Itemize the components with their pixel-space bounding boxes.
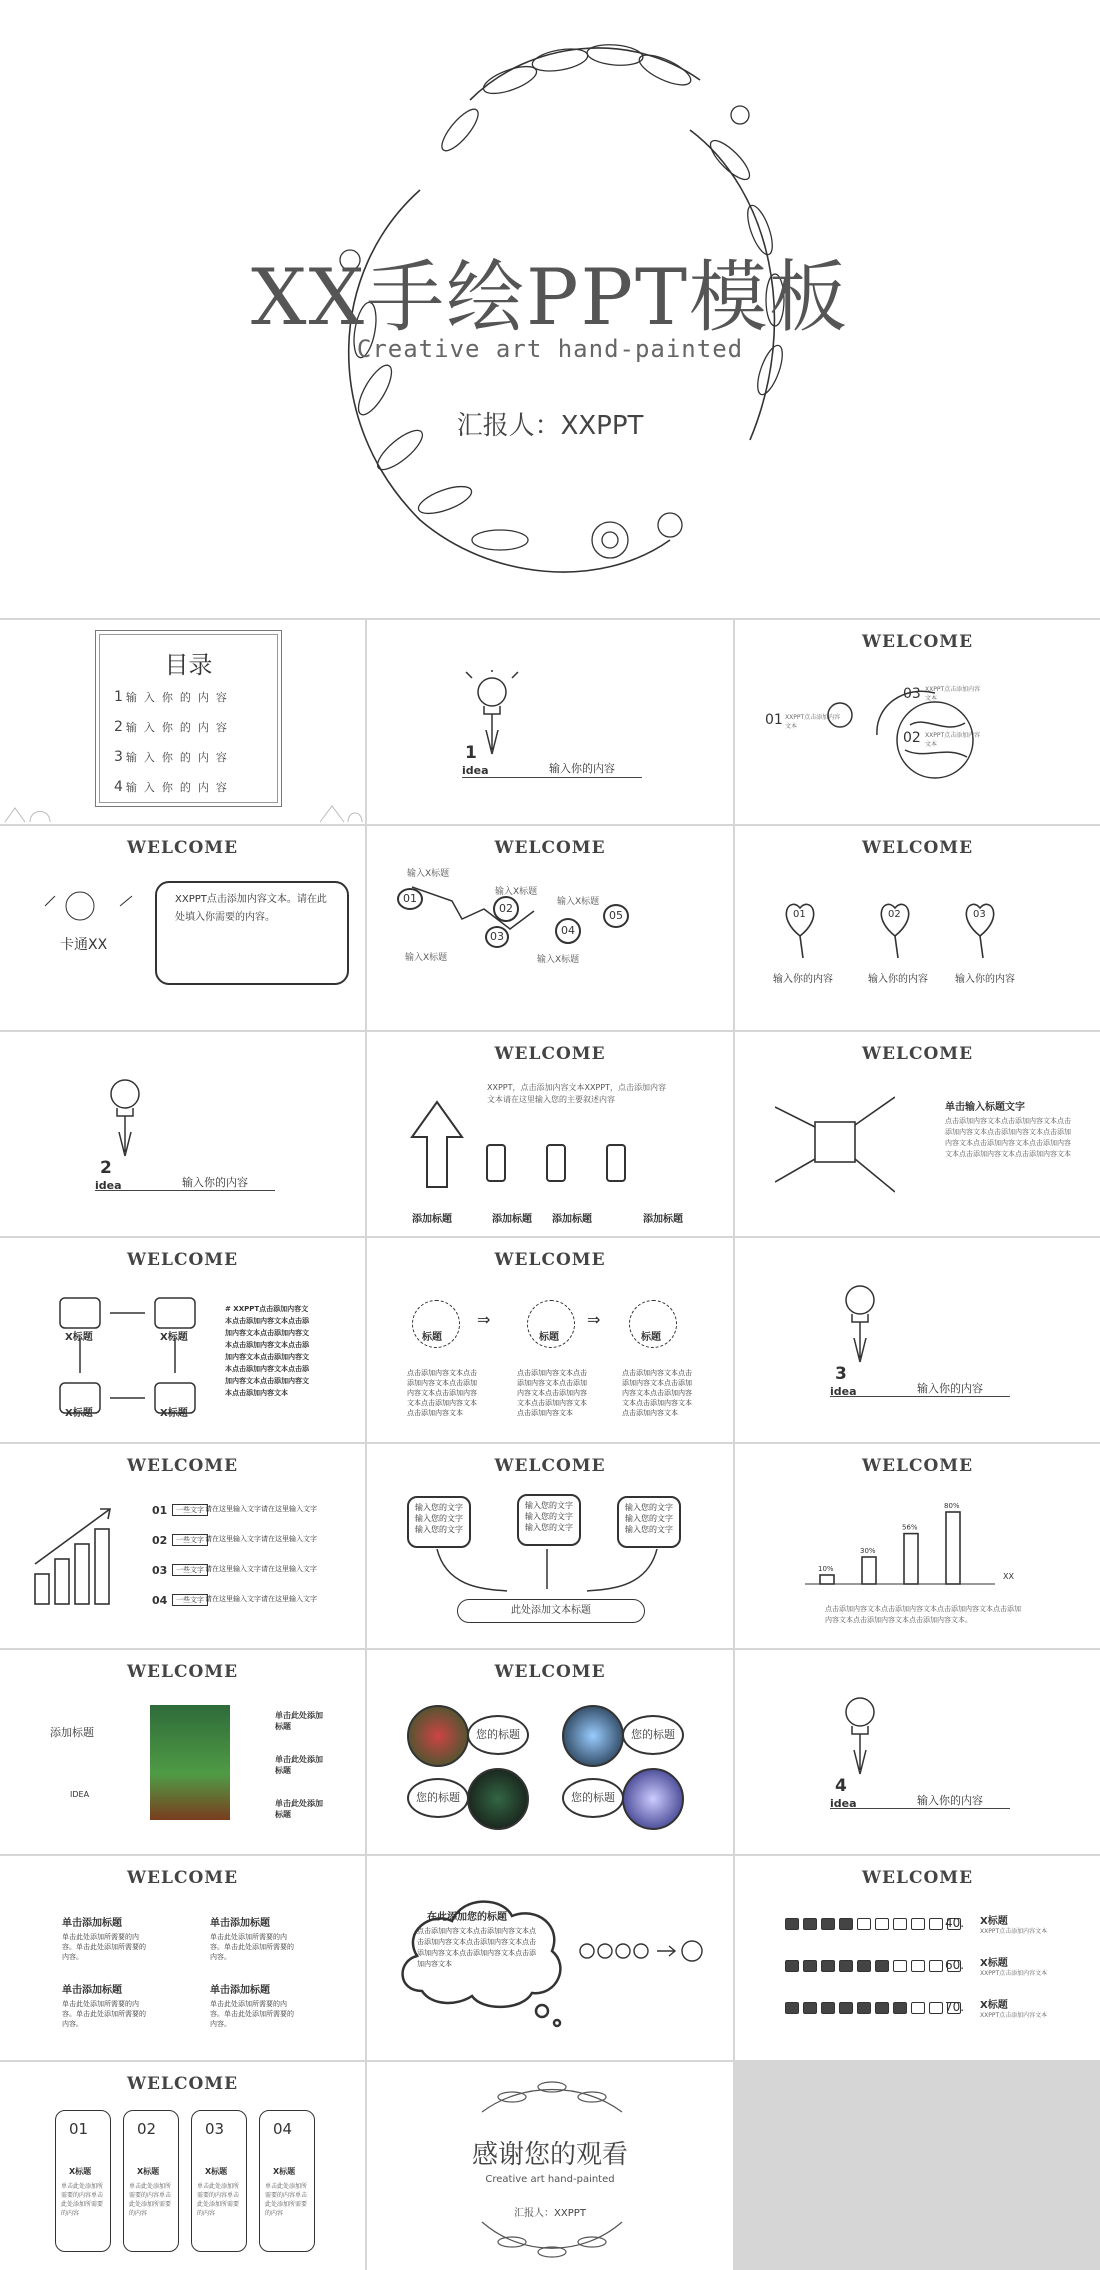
process-text: 点击添加内容文本点击添加内容文本点击添加内容文本点击添加内容文本点击添加内容文本点击添加内容文本 xyxy=(407,1369,477,1417)
gauge-bar xyxy=(785,2002,961,2014)
slide-puzzle[interactable] xyxy=(735,1032,1100,1236)
slide-toc[interactable] xyxy=(0,620,365,824)
photo-item: 单击此处添加标题 xyxy=(275,1755,323,1775)
chart-axis-label: XX xyxy=(1003,1572,1014,1581)
gauge-text: XXPPT点击添加内容文本 xyxy=(980,1928,1048,1935)
presentation-subtitle: Creative art hand-painted xyxy=(356,335,744,363)
card-body: 单击此处添加所需要的内容单击此处添加所需要的内容 xyxy=(197,2183,240,2217)
process-text: 点击添加内容文本点击添加内容文本点击添加内容文本点击添加内容文本点击添加内容文本点击添加内容文本 xyxy=(622,1369,692,1417)
arrow-and-boxes-illustration xyxy=(387,1087,717,1197)
empty-cell xyxy=(735,2062,1100,2270)
cartoon-doodle-icon xyxy=(40,886,140,926)
cloud-body: 点击添加内容文本点击添加内容文本点击添加内容文本点击添加内容文本点击添加内容文本点击添加内容文本点击添加内容文本 xyxy=(417,1927,536,1968)
thanks-title: 感谢您的观看 xyxy=(471,2140,628,2170)
cycle-label: X标题 xyxy=(65,1408,93,1419)
timeline-node: 03 xyxy=(485,926,509,948)
slide-section-4[interactable] xyxy=(735,1650,1100,1854)
chart-bar xyxy=(904,1534,918,1584)
bulbs-to-idea-icon xyxy=(577,1936,717,1976)
welcome-banner: WELCOME xyxy=(861,1044,974,1064)
welcome-banner: WELCOME xyxy=(126,1868,239,1888)
card-body: 单击此处添加所需要的内容单击此处添加所需要的内容 xyxy=(265,2183,308,2217)
slide-bar-chart[interactable] xyxy=(735,1444,1100,1648)
list-tag: 一些文字 xyxy=(172,1534,208,1546)
cycle-label: X标题 xyxy=(160,1332,188,1343)
arrow-right-icon: ⇒ xyxy=(477,1310,491,1329)
photo-circle xyxy=(407,1705,469,1767)
process-label: 标题 xyxy=(422,1332,442,1343)
card-title: X标题 xyxy=(273,2167,296,2176)
photo-circle xyxy=(562,1705,624,1767)
timeline-title: 输入X标题 xyxy=(537,955,580,965)
list-number: 02 xyxy=(152,1534,168,1547)
slide-cartoon[interactable] xyxy=(0,826,365,1030)
slide-timeline[interactable] xyxy=(367,826,733,1030)
section-number: 2 xyxy=(100,1158,112,1178)
list-text: 请在这里输入文字请在这里输入文字 xyxy=(205,1565,317,1573)
gauge-bar xyxy=(785,1960,961,1972)
circle-label: 您的标题 xyxy=(562,1778,624,1818)
slide-thanks[interactable] xyxy=(367,2062,733,2270)
heart-label: 输入你的内容 xyxy=(868,974,928,985)
gauge-text: XXPPT点击添加内容文本 xyxy=(980,2012,1048,2019)
slide-four-text[interactable] xyxy=(0,1856,365,2060)
arrow-label: 添加标题 xyxy=(412,1214,452,1225)
globe-text: XXPPT点击添加内容文本 xyxy=(925,686,981,702)
section-label: 输入你的内容 xyxy=(917,1382,983,1395)
photo-circle xyxy=(467,1768,529,1830)
toc-frame xyxy=(95,630,282,807)
forest-photo xyxy=(150,1705,230,1820)
slide-cycle[interactable] xyxy=(0,1238,365,1442)
timeline-node: 01 xyxy=(397,888,423,910)
underline xyxy=(95,1190,275,1191)
timeline-title: 输入X标题 xyxy=(405,953,448,963)
chart-bar xyxy=(862,1557,876,1584)
idea-label: IDEA xyxy=(70,1790,90,1799)
lightbulb-pencil-icon xyxy=(830,1278,890,1368)
section-number: 4 xyxy=(835,1776,847,1796)
thanks-subtitle: Creative art hand-painted xyxy=(485,2174,615,2185)
process-label: 标题 xyxy=(641,1332,661,1343)
circle-label: 您的标题 xyxy=(467,1715,529,1755)
gauge-title: X标题 xyxy=(980,1916,1008,1927)
list-tag: 一些文字 xyxy=(172,1504,208,1516)
globe-text: XXPPT点击添加内容文本 xyxy=(925,732,981,748)
list-number: 03 xyxy=(152,1564,168,1577)
toc-title: 目录 xyxy=(164,651,213,679)
list-text: 请在这里输入文字请在这里输入文字 xyxy=(205,1505,317,1513)
cartoon-label: 卡通XX xyxy=(60,937,108,953)
slide-globe[interactable] xyxy=(735,620,1100,824)
slide-cards[interactable] xyxy=(0,2062,365,2270)
text-block-title: 单击添加标题 xyxy=(210,1985,270,1996)
converging-arrows xyxy=(427,1549,687,1599)
text-block-body: 单击此处添加所需要的内容。单击此处添加所需要的内容。 xyxy=(210,1933,294,1961)
toc-item[interactable]: 1 输入你的内容 xyxy=(114,689,234,705)
puzzle-title: 单击输入标题文字 xyxy=(945,1102,1025,1113)
puzzle-hands-illustration xyxy=(775,1087,895,1197)
bar-value-label: 56% xyxy=(902,1523,918,1532)
globe-num-01: 01 xyxy=(765,712,783,728)
text-bubble: 输入您的文字 输入您的文字 输入您的文字 xyxy=(617,1496,681,1548)
idea-label: idea xyxy=(830,1385,857,1398)
card-number: 03 xyxy=(205,2120,225,2138)
list-tag: 一些文字 xyxy=(172,1594,208,1606)
welcome-banner: WELCOME xyxy=(494,1662,606,1682)
thanks-reporter: 汇报人：XXPPT xyxy=(514,2208,586,2219)
underline xyxy=(830,1396,1010,1397)
bar-chart xyxy=(795,1484,1055,1604)
toc-item[interactable]: 4 输入你的内容 xyxy=(114,779,234,795)
welcome-banner: WELCOME xyxy=(861,838,974,858)
chart-caption: 点击添加内容文本点击添加内容文本点击添加内容文本点击添加内容文本点击添加内容文本点击添加内容文本。 xyxy=(825,1605,1021,1624)
rising-bars-illustration xyxy=(30,1504,130,1614)
gauge-title: X标题 xyxy=(980,1958,1008,1969)
toc-item[interactable]: 2 输入你的内容 xyxy=(114,719,234,735)
arrow-right-icon: ⇒ xyxy=(587,1310,601,1329)
slide-bubbles[interactable] xyxy=(367,1444,733,1648)
chart-bar xyxy=(820,1575,834,1584)
text-bubble: 输入您的文字 输入您的文字 输入您的文字 xyxy=(517,1494,581,1546)
cycle-label: X标题 xyxy=(160,1408,188,1419)
text-bubble: 输入您的文字 输入您的文字 输入您的文字 xyxy=(407,1496,471,1548)
welcome-banner: WELCOME xyxy=(126,1662,239,1682)
heart-number: 02 xyxy=(888,909,901,920)
slide-gauges[interactable] xyxy=(735,1856,1100,2060)
cycle-text: # XXPPT点击添加内容文本点击添加内容文本点击添加内容文本点击添加内容文本点击添加内容文本点击添加内容文本点击添加内容文本点击添加内容文本点击添加内容文本点击添加内容文本点击添加内容文本 xyxy=(225,1305,309,1397)
welcome-banner: WELCOME xyxy=(126,838,239,858)
text-block-title: 单击添加标题 xyxy=(210,1918,270,1929)
text-block-body: 单击此处添加所需要的内容。单击此处添加所需要的内容。 xyxy=(62,2000,146,2028)
photo-circle xyxy=(622,1768,684,1830)
gauge-value: 70. xyxy=(945,2000,965,2014)
process-text: 点击添加内容文本点击添加内容文本点击添加内容文本点击添加内容文本点击添加内容文本点击添加内容文本 xyxy=(517,1369,587,1417)
globe-num-03: 03 xyxy=(903,686,921,702)
card-title: X标题 xyxy=(69,2167,92,2176)
photo-item: 单击此处添加标题 xyxy=(275,1711,323,1731)
section-label: 输入你的内容 xyxy=(917,1794,983,1807)
welcome-banner: WELCOME xyxy=(861,1456,974,1476)
bar-value-label: 80% xyxy=(944,1502,960,1510)
lightbulb-pencil-icon xyxy=(95,1072,155,1162)
bar-value-label: 30% xyxy=(860,1547,876,1555)
welcome-banner: WELCOME xyxy=(126,1250,239,1270)
welcome-banner: WELCOME xyxy=(861,632,974,652)
doodle-houses-decoration xyxy=(0,788,365,824)
slide-section-3[interactable] xyxy=(735,1238,1100,1442)
process-label: 标题 xyxy=(539,1332,559,1343)
gauge-bar xyxy=(785,1918,961,1930)
photo-item: 单击此处添加标题 xyxy=(275,1799,323,1819)
idea-label: idea xyxy=(830,1797,857,1810)
slide-photo[interactable] xyxy=(0,1650,365,1854)
arrow-slide-text: XXPPT，点击添加内容文本XXPPT，点击添加内容文本请在这里输入您的主要叙述内容 xyxy=(487,1083,666,1104)
card-number: 04 xyxy=(273,2120,293,2138)
arrow-label: 添加标题 xyxy=(492,1214,532,1225)
heart-number: 03 xyxy=(973,909,986,920)
underline xyxy=(462,777,642,778)
heart-balloons-illustration xyxy=(775,896,1075,966)
slide-cloud[interactable] xyxy=(367,1856,733,2060)
timeline-title: 输入X标题 xyxy=(495,887,538,897)
footer-title-pill: 此处添加文本标题 xyxy=(457,1599,645,1623)
heart-label: 输入你的内容 xyxy=(955,974,1015,985)
toc-item[interactable]: 3 输入你的内容 xyxy=(114,749,234,765)
list-text: 请在这里输入文字请在这里输入文字 xyxy=(205,1595,317,1603)
text-block-title: 单击添加标题 xyxy=(62,1918,122,1929)
slide-hearts[interactable] xyxy=(735,826,1100,1030)
gauge-value: 40. xyxy=(945,1916,965,1930)
gauge-title: X标题 xyxy=(980,2000,1008,2011)
slide-arrow-boxes[interactable] xyxy=(367,1032,733,1236)
underline xyxy=(830,1808,1010,1809)
section-label: 输入你的内容 xyxy=(182,1176,248,1189)
circle-label: 您的标题 xyxy=(622,1715,684,1755)
timeline-node: 02 xyxy=(493,896,519,922)
reporter-label: 汇报人：XXPPT xyxy=(456,411,644,441)
text-block-title: 单击添加标题 xyxy=(62,1985,122,1996)
heart-number: 01 xyxy=(793,909,806,920)
timeline-node: 04 xyxy=(555,918,581,944)
gauge-text: XXPPT点击添加内容文本 xyxy=(980,1970,1048,1977)
globe-num-02: 02 xyxy=(903,730,921,746)
photo-title: 添加标题 xyxy=(50,1726,94,1739)
welcome-banner: WELCOME xyxy=(494,1044,606,1064)
arrow-label: 添加标题 xyxy=(643,1214,683,1225)
section-label: 输入你的内容 xyxy=(549,762,615,775)
gauge-value: 60. xyxy=(945,1958,965,1972)
list-tag: 一些文字 xyxy=(172,1564,208,1576)
card-title: X标题 xyxy=(137,2167,160,2176)
timeline-title: 输入X标题 xyxy=(557,897,600,907)
heart-label: 输入你的内容 xyxy=(773,974,833,985)
text-block-body: 单击此处添加所需要的内容。单击此处添加所需要的内容。 xyxy=(210,2000,294,2028)
section-number: 3 xyxy=(835,1364,847,1384)
idea-label: idea xyxy=(462,764,489,777)
title-slide[interactable] xyxy=(0,0,1100,618)
slide-process[interactable] xyxy=(367,1238,733,1442)
welcome-banner: WELCOME xyxy=(494,838,606,858)
globe-text: XXPPT点击添加内容文本 xyxy=(785,714,841,730)
idea-label: idea xyxy=(95,1179,122,1192)
slide-section-2[interactable] xyxy=(0,1032,365,1236)
slide-photo-circles[interactable] xyxy=(367,1650,733,1854)
card-title: X标题 xyxy=(205,2167,228,2176)
slide-section-1[interactable] xyxy=(367,620,733,824)
timeline-title: 输入X标题 xyxy=(407,869,450,879)
list-number: 01 xyxy=(152,1504,168,1517)
slide-rising-bars[interactable] xyxy=(0,1444,365,1648)
cloud-title: 在此添加您的标题 xyxy=(427,1912,507,1923)
list-text: 请在这里输入文字请在这里输入文字 xyxy=(205,1535,317,1543)
card-number: 01 xyxy=(69,2120,89,2138)
arrow-label: 添加标题 xyxy=(552,1214,592,1225)
card-body: 单击此处添加所需要的内容单击此处添加所需要的内容 xyxy=(61,2183,104,2217)
text-block-body: 单击此处添加所需要的内容。单击此处添加所需要的内容。 xyxy=(62,1933,146,1961)
cartoon-text: XXPPT点击添加内容文本。请在此处填入你需要的内容。 xyxy=(175,894,327,923)
chart-bar xyxy=(946,1512,960,1584)
section-number: 1 xyxy=(465,743,477,763)
welcome-banner: WELCOME xyxy=(126,2074,239,2094)
cycle-label: X标题 xyxy=(65,1332,93,1343)
welcome-banner: WELCOME xyxy=(861,1868,974,1888)
lightbulb-pencil-icon xyxy=(830,1690,890,1780)
card-number: 02 xyxy=(137,2120,157,2138)
presentation-title: XX手绘PPT模板 xyxy=(250,253,850,343)
card-body: 单击此处添加所需要的内容单击此处添加所需要的内容 xyxy=(129,2183,172,2217)
puzzle-body: 点击添加内容文本点击添加内容文本点击添加内容文本点击添加内容文本点击添加内容文本点击添加内容文本点击添加内容文本点击添加内容文本点击添加内容文本 xyxy=(945,1117,1071,1158)
welcome-banner: WELCOME xyxy=(126,1456,239,1476)
welcome-banner: WELCOME xyxy=(494,1250,606,1270)
welcome-banner: WELCOME xyxy=(494,1456,606,1476)
bar-value-label: 10% xyxy=(818,1565,834,1573)
list-number: 04 xyxy=(152,1594,168,1607)
timeline-node: 05 xyxy=(603,904,629,928)
circle-label: 您的标题 xyxy=(407,1778,469,1818)
